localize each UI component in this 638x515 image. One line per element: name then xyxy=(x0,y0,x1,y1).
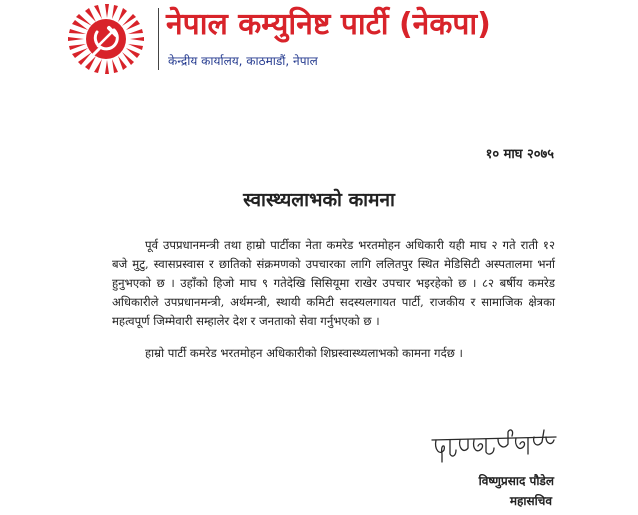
signatory-name: विष्णुप्रसाद पौडेल xyxy=(478,474,554,488)
hammer-and-sickle-emblem-icon xyxy=(58,2,154,76)
letter-paragraph: पूर्व उपप्रधानमन्त्री तथा हाम्रो पार्टीका नेता कमरेड भरतमोहन अधिकारी यही माघ २ गते राती १२ बजे मुटु, स्वासप्रस्वास र छातिको संक्रमणको उपचारका लागि ललितपुर स्थित मेडिसिटी अस्पतालमा भर्ना हुनुभएको छ । उहाँको हिजो माघ ९ गतेदेखि सिसियूमा राखेर उपचार भइरहेको छ । ८२ बर्षीय कमरेड अधिकारीले उपप्रधानमन्त्री, अर्थमन्त्री, स्थायी कमिटी सदस्यलगायत पार्टी, राजकीय र सामाजिक क्षेत्रका महत्वपूर्ण जिम्मेवारी सम्हालेर देश र जनताको सेवा गर्नुभएको छ । xyxy=(112,238,555,328)
handwritten-signature xyxy=(428,424,562,468)
party-name: नेपाल कम्युनिष्ट पार्टी (नेकपा) xyxy=(166,7,491,42)
letter-date: १० माघ २०७५ xyxy=(485,147,554,162)
letter-body xyxy=(112,236,555,376)
letterhead-divider xyxy=(158,8,159,70)
letter-title: स्वास्थ्यलाभको कामना xyxy=(243,189,395,211)
letterhead xyxy=(0,0,638,78)
letter-paragraph: हाम्रो पार्टी कमरेड भरतमोहन अधिकारीको शिघ्रस्वास्थ्यलाभको कामना गर्दछ । xyxy=(145,346,463,360)
signatory-title: महासचिव xyxy=(509,494,552,508)
office-address: केन्द्रीय कार्यालय, काठमाडौं, नेपाल xyxy=(168,54,318,68)
